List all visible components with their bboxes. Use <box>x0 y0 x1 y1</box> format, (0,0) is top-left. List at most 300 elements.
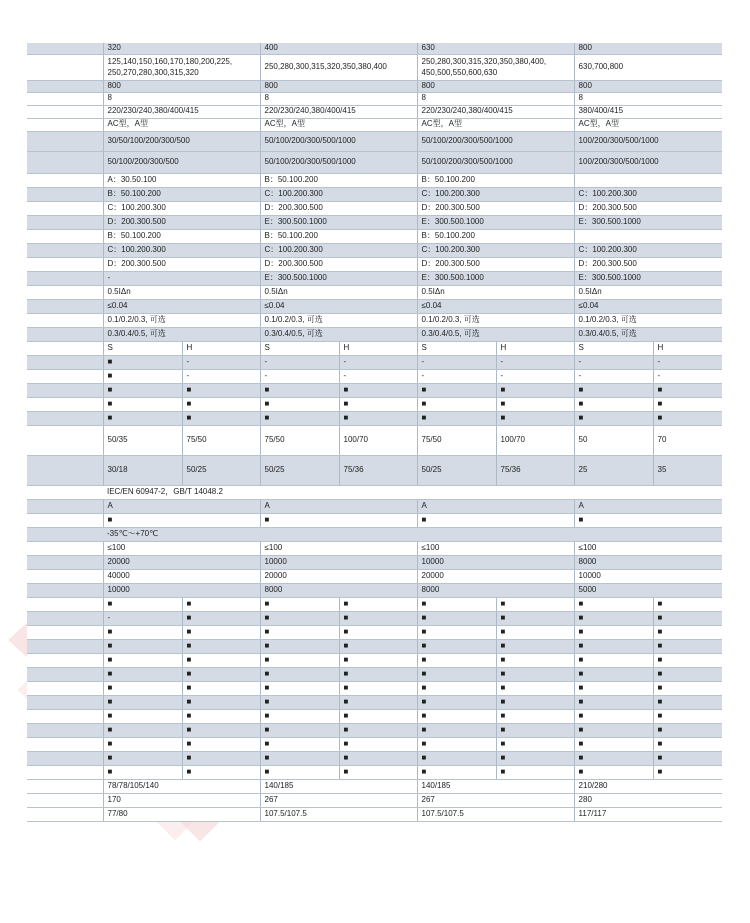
table-row <box>27 751 722 765</box>
row-label-cell <box>27 527 103 541</box>
table-cell: ■ <box>574 695 653 709</box>
table-cell: ■ <box>496 611 574 625</box>
table-cell: B：50.100.200 <box>260 229 417 243</box>
table-cell: ■ <box>103 695 182 709</box>
table-cell: E：300.500.1000 <box>417 271 574 285</box>
table-cell: E：300.500.1000 <box>417 215 574 229</box>
table-cell: ■ <box>574 639 653 653</box>
row-label-cell <box>27 173 103 187</box>
table-cell: 0.5IΔn <box>417 285 574 299</box>
table-cell: 20000 <box>260 569 417 583</box>
table-cell: 0.5IΔn <box>574 285 722 299</box>
table-cell: - <box>103 611 182 625</box>
table-cell: - <box>574 355 653 369</box>
table-cell: 8000 <box>260 583 417 597</box>
table-cell: ■ <box>260 625 339 639</box>
row-label-cell <box>27 541 103 555</box>
table-cell: 30/50/100/200/300/500 <box>103 131 260 151</box>
table-cell: 0.3/0.4/0.5, 可选 <box>417 327 574 341</box>
table-cell: - <box>496 369 574 383</box>
table-cell: ■ <box>339 765 417 779</box>
table-cell: 10000 <box>574 569 722 583</box>
table-cell: ■ <box>496 765 574 779</box>
table-cell: 140/185 <box>417 779 574 793</box>
table-row <box>27 341 722 355</box>
table-cell: ■ <box>260 397 339 411</box>
table-row <box>27 625 722 639</box>
row-label-cell <box>27 151 103 173</box>
table-cell: ■ <box>574 411 653 425</box>
table-cell: ■ <box>417 695 496 709</box>
row-label-cell <box>27 411 103 425</box>
table-cell: AC型，A型 <box>574 118 722 131</box>
table-cell: ■ <box>417 737 496 751</box>
table-cell: 800 <box>574 80 722 92</box>
row-label-cell <box>27 327 103 341</box>
row-label-cell <box>27 485 103 499</box>
table-cell: - <box>574 369 653 383</box>
table-cell: 0.5IΔn <box>103 285 260 299</box>
table-row <box>27 327 722 341</box>
table-cell: ■ <box>339 681 417 695</box>
table-cell: ■ <box>103 667 182 681</box>
table-cell: ■ <box>496 639 574 653</box>
table-cell: ■ <box>182 611 260 625</box>
row-label-cell <box>27 737 103 751</box>
table-cell: ■ <box>417 667 496 681</box>
table-cell: ■ <box>339 751 417 765</box>
table-cell: 100/70 <box>496 425 574 455</box>
table-cell: ■ <box>182 653 260 667</box>
table-cell: - <box>103 271 260 285</box>
row-label-cell <box>27 285 103 299</box>
table-cell: ■ <box>574 397 653 411</box>
table-cell: ■ <box>339 625 417 639</box>
row-label-cell <box>27 201 103 215</box>
table-row <box>27 807 722 821</box>
table-cell: 20000 <box>417 569 574 583</box>
table-cell: ■ <box>653 695 722 709</box>
table-cell: 320 <box>103 43 260 54</box>
table-row <box>27 793 722 807</box>
table-row <box>27 611 722 625</box>
table-cell: 35 <box>653 455 722 485</box>
table-row <box>27 243 722 257</box>
table-cell: 10000 <box>260 555 417 569</box>
table-cell: ■ <box>260 411 339 425</box>
table-cell: 170 <box>103 793 260 807</box>
table-cell: ■ <box>574 681 653 695</box>
table-cell: D：200.300.500 <box>417 201 574 215</box>
table-cell: ■ <box>496 397 574 411</box>
table-cell: ■ <box>260 513 417 527</box>
table-cell: 75/50 <box>182 425 260 455</box>
table-row <box>27 229 722 243</box>
table-cell: 50/100/200/300/500/1000 <box>417 131 574 151</box>
table-cell: 78/78/105/140 <box>103 779 260 793</box>
table-cell: ■ <box>653 639 722 653</box>
table-cell: B：50.100.200 <box>103 187 260 201</box>
table-cell: ■ <box>260 383 339 397</box>
table-cell: D：200.300.500 <box>417 257 574 271</box>
table-cell: 630,700,800 <box>574 54 722 80</box>
table-cell: ■ <box>574 383 653 397</box>
table-cell: H <box>182 341 260 355</box>
table-cell: ≤0.04 <box>574 299 722 313</box>
table-cell: E：300.500.1000 <box>260 271 417 285</box>
table-cell: 800 <box>417 80 574 92</box>
table-cell: - <box>417 355 496 369</box>
table-cell: 75/50 <box>260 425 339 455</box>
table-cell: ■ <box>339 653 417 667</box>
table-cell: ■ <box>339 383 417 397</box>
table-cell: ■ <box>417 383 496 397</box>
table-cell <box>574 229 722 243</box>
table-cell: ■ <box>653 411 722 425</box>
row-label-cell <box>27 54 103 80</box>
table-cell: ■ <box>417 513 574 527</box>
table-cell: ■ <box>496 737 574 751</box>
table-cell: 50/100/200/300/500/1000 <box>417 151 574 173</box>
table-cell: IEC/EN 60947-2，GB/T 14048.2 <box>103 485 722 499</box>
table-cell: - <box>496 355 574 369</box>
table-cell: ■ <box>574 513 722 527</box>
table-row <box>27 299 722 313</box>
table-cell: ■ <box>182 383 260 397</box>
table-cell: ■ <box>574 737 653 751</box>
table-cell: 8 <box>417 92 574 105</box>
table-cell: 77/80 <box>103 807 260 821</box>
row-label-cell <box>27 271 103 285</box>
table-cell: 8 <box>574 92 722 105</box>
table-cell: D：200.300.500 <box>574 201 722 215</box>
row-label-cell <box>27 807 103 821</box>
table-row <box>27 43 722 54</box>
table-cell: 8000 <box>574 555 722 569</box>
table-cell: ■ <box>182 681 260 695</box>
table-cell: ■ <box>103 639 182 653</box>
table-cell: 8 <box>260 92 417 105</box>
table-cell: ■ <box>260 611 339 625</box>
row-label-cell <box>27 80 103 92</box>
table-cell: ■ <box>417 397 496 411</box>
row-label-cell <box>27 555 103 569</box>
specification-table <box>27 43 722 822</box>
table-cell: 250,280,300,315,320,350,380,400, 450,500,550,600,630 <box>417 54 574 80</box>
row-label-cell <box>27 667 103 681</box>
table-row <box>27 54 722 80</box>
table-cell: 220/230/240,380/400/415 <box>417 105 574 118</box>
table-row <box>27 455 722 485</box>
table-cell: -35℃～+70℃ <box>103 527 722 541</box>
table-cell: AC型，A型 <box>417 118 574 131</box>
table-row <box>27 313 722 327</box>
table-cell: AC型，A型 <box>260 118 417 131</box>
row-label-cell <box>27 597 103 611</box>
table-cell: ■ <box>260 667 339 681</box>
table-cell: ■ <box>103 369 182 383</box>
table-row <box>27 271 722 285</box>
table-cell: D：200.300.500 <box>103 215 260 229</box>
table-cell: 380/400/415 <box>574 105 722 118</box>
table-cell: 25 <box>574 455 653 485</box>
table-cell: ■ <box>103 765 182 779</box>
table-cell: 250,280,300,315,320,350,380,400 <box>260 54 417 80</box>
table-cell: ■ <box>496 681 574 695</box>
table-cell: 50/100/200/300/500/1000 <box>260 151 417 173</box>
row-label-cell <box>27 751 103 765</box>
table-cell: B：50.100.200 <box>103 229 260 243</box>
table-row <box>27 215 722 229</box>
table-cell: 0.1/0.2/0.3, 可选 <box>260 313 417 327</box>
table-cell: ■ <box>574 723 653 737</box>
table-cell: E：300.500.1000 <box>574 215 722 229</box>
table-cell: C：100.200.300 <box>103 201 260 215</box>
row-label-cell <box>27 569 103 583</box>
table-cell: ■ <box>417 681 496 695</box>
table-cell: C：100.200.300 <box>574 243 722 257</box>
table-cell: 50/25 <box>182 455 260 485</box>
table-cell: 50/100/200/300/500 <box>103 151 260 173</box>
table-cell: ■ <box>260 723 339 737</box>
table-row <box>27 569 722 583</box>
row-label-cell <box>27 723 103 737</box>
row-label-cell <box>27 513 103 527</box>
table-cell: 220/230/240,380/400/415 <box>103 105 260 118</box>
table-cell: ■ <box>182 397 260 411</box>
table-cell: 75/36 <box>339 455 417 485</box>
table-cell: ≤100 <box>574 541 722 555</box>
table-cell: ■ <box>496 709 574 723</box>
table-cell: 267 <box>260 793 417 807</box>
row-label-cell <box>27 131 103 151</box>
table-cell: ■ <box>260 737 339 751</box>
table-cell: - <box>339 369 417 383</box>
table-row <box>27 737 722 751</box>
table-row <box>27 583 722 597</box>
table-cell: ■ <box>496 695 574 709</box>
table-row <box>27 667 722 681</box>
row-label-cell <box>27 355 103 369</box>
table-cell: 30/18 <box>103 455 182 485</box>
row-label-cell <box>27 313 103 327</box>
row-label-cell <box>27 625 103 639</box>
table-cell: ■ <box>653 723 722 737</box>
table-cell: ■ <box>260 681 339 695</box>
table-cell: ■ <box>574 625 653 639</box>
table-cell: 210/280 <box>574 779 722 793</box>
table-cell: ■ <box>417 723 496 737</box>
table-cell: 50/25 <box>417 455 496 485</box>
table-cell: ■ <box>574 751 653 765</box>
table-cell: ■ <box>260 639 339 653</box>
table-cell: ■ <box>182 411 260 425</box>
table-cell: ■ <box>182 625 260 639</box>
table-cell: 5000 <box>574 583 722 597</box>
row-label-cell <box>27 779 103 793</box>
table-cell: ■ <box>496 383 574 397</box>
table-cell: ■ <box>417 709 496 723</box>
table-cell: 117/117 <box>574 807 722 821</box>
table-cell: ■ <box>653 737 722 751</box>
row-label-cell <box>27 639 103 653</box>
table-cell: 0.5IΔn <box>260 285 417 299</box>
table-cell: ≤0.04 <box>417 299 574 313</box>
table-row <box>27 485 722 499</box>
table-cell: - <box>339 355 417 369</box>
table-cell: A <box>574 499 722 513</box>
table-row <box>27 709 722 723</box>
table-cell: ■ <box>103 653 182 667</box>
row-label-cell <box>27 583 103 597</box>
table-cell: 100/200/300/500/1000 <box>574 151 722 173</box>
table-cell: H <box>496 341 574 355</box>
table-cell: 140/185 <box>260 779 417 793</box>
table-cell: ■ <box>574 667 653 681</box>
table-cell: ≤100 <box>417 541 574 555</box>
table-row <box>27 257 722 271</box>
table-cell: ■ <box>496 723 574 737</box>
table-cell: ■ <box>574 611 653 625</box>
table-cell: ■ <box>496 411 574 425</box>
table-cell: ■ <box>653 653 722 667</box>
table-cell: 50/35 <box>103 425 182 455</box>
row-label-cell <box>27 105 103 118</box>
table-cell: H <box>653 341 722 355</box>
table-row <box>27 369 722 383</box>
table-cell: ■ <box>496 653 574 667</box>
table-cell: ■ <box>574 709 653 723</box>
table-cell: 40000 <box>103 569 260 583</box>
table-cell: ■ <box>103 513 260 527</box>
row-label-cell <box>27 383 103 397</box>
table-cell: ■ <box>103 723 182 737</box>
table-cell: 0.1/0.2/0.3, 可选 <box>574 313 722 327</box>
table-cell: ■ <box>182 695 260 709</box>
row-label-cell <box>27 709 103 723</box>
table-cell: 400 <box>260 43 417 54</box>
table-row <box>27 527 722 541</box>
table-row <box>27 201 722 215</box>
table-cell: H <box>339 341 417 355</box>
table-row <box>27 499 722 513</box>
row-label-cell <box>27 397 103 411</box>
table-cell: ■ <box>182 639 260 653</box>
table-cell: ■ <box>653 611 722 625</box>
table-cell: 100/200/300/500/1000 <box>574 131 722 151</box>
table-cell: C：100.200.300 <box>260 187 417 201</box>
table-cell: ■ <box>653 667 722 681</box>
table-cell: ■ <box>496 597 574 611</box>
table-cell: 107.5/107.5 <box>260 807 417 821</box>
table-row <box>27 639 722 653</box>
row-label-cell <box>27 229 103 243</box>
table-row <box>27 187 722 201</box>
table-cell: ■ <box>103 397 182 411</box>
table-cell: - <box>260 369 339 383</box>
table-row <box>27 285 722 299</box>
table-cell: 20000 <box>103 555 260 569</box>
table-cell: 50/25 <box>260 455 339 485</box>
table-cell: - <box>653 369 722 383</box>
table-row <box>27 80 722 92</box>
table-cell: ■ <box>339 723 417 737</box>
table-cell: 0.1/0.2/0.3, 可选 <box>103 313 260 327</box>
table-cell: D：200.300.500 <box>103 257 260 271</box>
table-cell: ■ <box>653 751 722 765</box>
table-row <box>27 383 722 397</box>
table-cell: ■ <box>339 611 417 625</box>
table-cell: ■ <box>417 765 496 779</box>
table-cell: A：30.50.100 <box>103 173 260 187</box>
table-cell: ■ <box>417 751 496 765</box>
table-cell: ■ <box>260 653 339 667</box>
row-label-cell <box>27 92 103 105</box>
table-cell: ■ <box>260 695 339 709</box>
table-cell: ■ <box>574 765 653 779</box>
table-row <box>27 151 722 173</box>
table-row <box>27 425 722 455</box>
table-cell: 0.3/0.4/0.5, 可选 <box>574 327 722 341</box>
table-cell: E：300.500.1000 <box>574 271 722 285</box>
table-cell: ■ <box>417 597 496 611</box>
table-cell: 107.5/107.5 <box>417 807 574 821</box>
table-row <box>27 765 722 779</box>
table-cell: ■ <box>182 723 260 737</box>
table-cell: 75/36 <box>496 455 574 485</box>
row-label-cell <box>27 187 103 201</box>
table-cell: D：200.300.500 <box>260 257 417 271</box>
row-label-cell <box>27 765 103 779</box>
table-cell: 220/230/240,380/400/415 <box>260 105 417 118</box>
table-cell: ■ <box>496 667 574 681</box>
table-cell: ■ <box>496 625 574 639</box>
table-cell: C：100.200.300 <box>574 187 722 201</box>
table-cell: ■ <box>103 411 182 425</box>
table-row <box>27 555 722 569</box>
table-cell: B：50.100.200 <box>417 229 574 243</box>
table-cell: 50/100/200/300/500/1000 <box>260 131 417 151</box>
row-label-cell <box>27 455 103 485</box>
table-cell: ■ <box>339 597 417 611</box>
table-cell: C：100.200.300 <box>103 243 260 257</box>
table-cell: ■ <box>653 625 722 639</box>
table-cell: D：200.300.500 <box>574 257 722 271</box>
table-cell: ■ <box>182 709 260 723</box>
row-label-cell <box>27 611 103 625</box>
row-label-cell <box>27 257 103 271</box>
table-cell: ≤0.04 <box>103 299 260 313</box>
table-cell: ■ <box>182 667 260 681</box>
table-cell: ■ <box>653 397 722 411</box>
table-cell: 70 <box>653 425 722 455</box>
row-label-cell <box>27 425 103 455</box>
row-label-cell <box>27 653 103 667</box>
row-label-cell <box>27 299 103 313</box>
table-cell: C：100.200.300 <box>417 243 574 257</box>
table-cell: ■ <box>103 355 182 369</box>
table-cell: ■ <box>417 639 496 653</box>
table-row <box>27 411 722 425</box>
table-cell: 800 <box>103 80 260 92</box>
table-cell: ■ <box>653 597 722 611</box>
table-cell: ■ <box>339 667 417 681</box>
table-cell: ■ <box>103 751 182 765</box>
table-cell: 8000 <box>417 583 574 597</box>
row-label-cell <box>27 499 103 513</box>
table-cell: ■ <box>339 639 417 653</box>
table-cell: C：100.200.300 <box>417 187 574 201</box>
